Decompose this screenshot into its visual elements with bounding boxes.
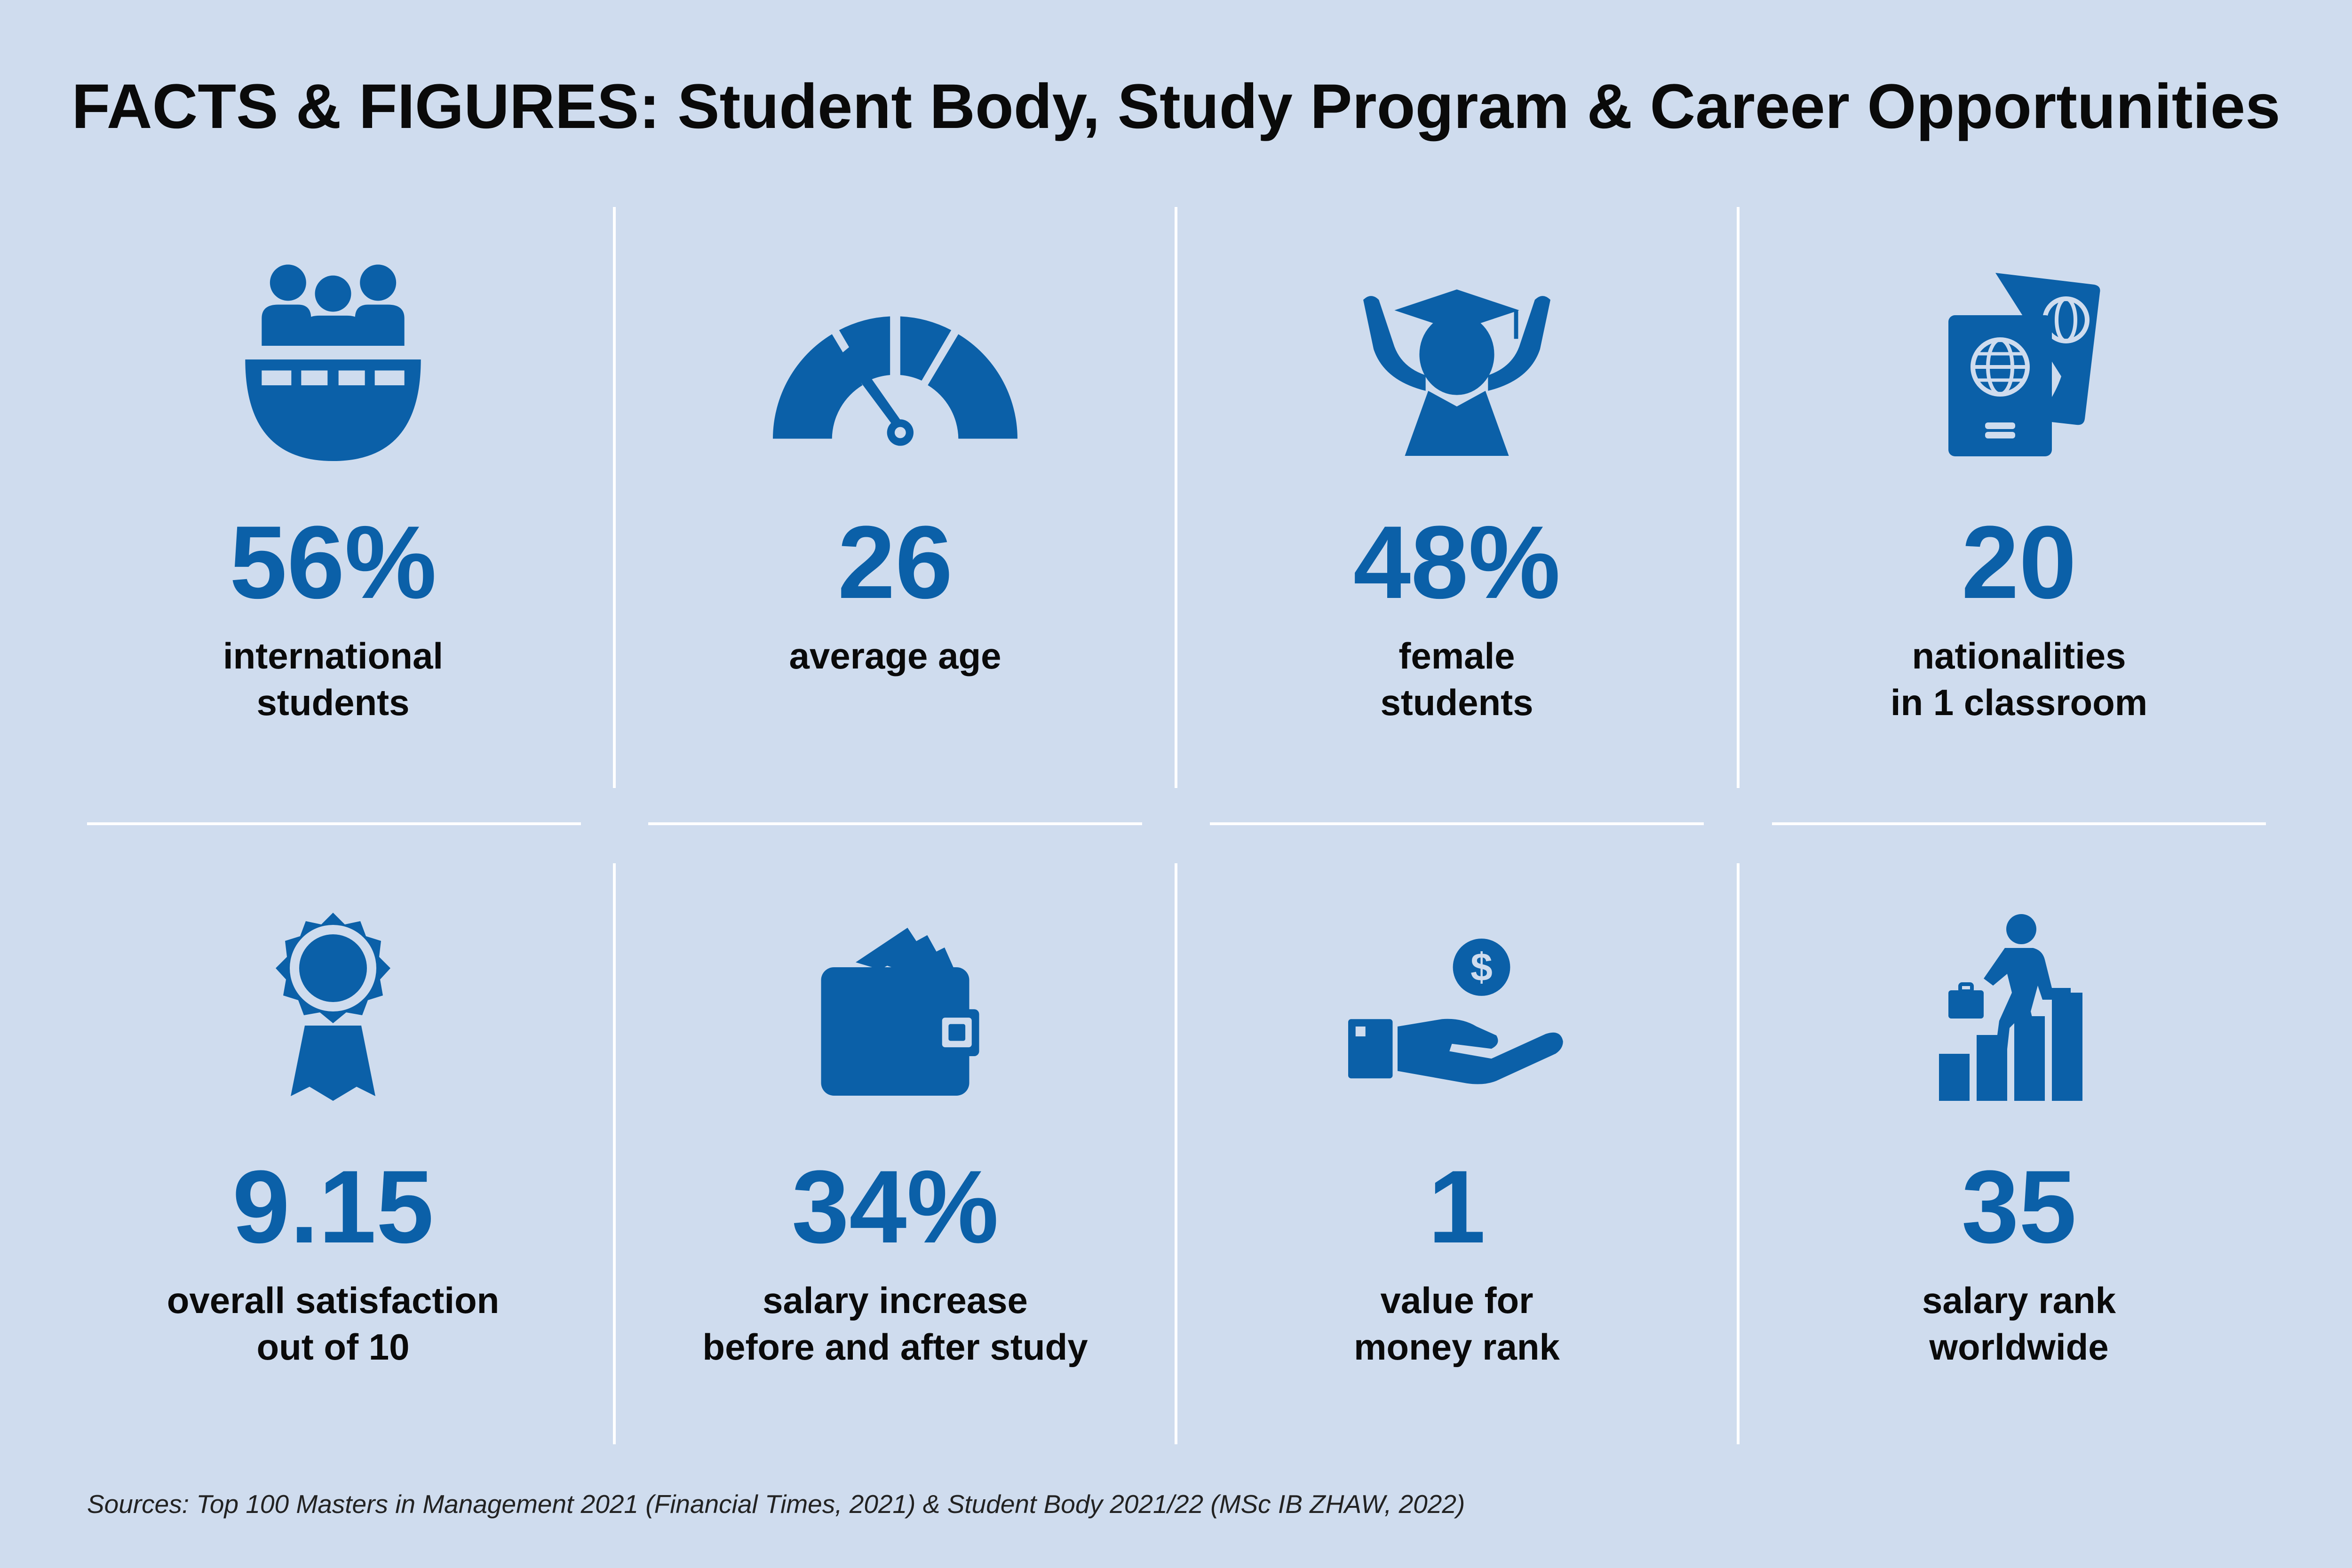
passport-icon (1739, 263, 2299, 461)
fact-value: 34% (791, 1149, 999, 1265)
fact-label: female students (1380, 635, 1534, 724)
award-badge-icon (53, 908, 613, 1106)
fact-label: value for money rank (1354, 1280, 1560, 1368)
fact-label: salary increase before and after study (702, 1280, 1088, 1368)
fact-value: 9.15 (232, 1149, 434, 1265)
divider-horizontal (1210, 822, 1704, 825)
fact-value: 56% (229, 504, 437, 620)
divider-horizontal (87, 822, 581, 825)
speedometer-icon (615, 263, 1175, 461)
career-steps-icon (1739, 908, 2299, 1106)
graduate-icon (1177, 263, 1737, 461)
fact-label: international students (222, 635, 444, 724)
fact-value: 35 (1961, 1149, 2077, 1265)
fact-value: 26 (837, 504, 953, 620)
fact-label: average age (789, 635, 1001, 677)
fact-label: nationalities in 1 classroom (1890, 635, 2148, 724)
wallet-icon (615, 908, 1175, 1106)
page-title: FACTS & FIGURES: Student Body, Study Program & Career Opportunities (72, 72, 2280, 142)
fact-value: 1 (1428, 1149, 1486, 1265)
hand-coin-icon (1177, 908, 1737, 1106)
fact-label: overall satisfaction out of 10 (167, 1280, 500, 1368)
divider-horizontal (648, 822, 1142, 825)
fact-value: 48% (1353, 504, 1561, 620)
people-globe-icon (53, 263, 613, 461)
sources-note: Sources: Top 100 Masters in Management 2021 (Financial Times, 2021) & Student Body 2021/22 (MSc IB ZHAW, 2022) (87, 1489, 1465, 1519)
svg-text:$: $ (1470, 945, 1493, 989)
divider-horizontal (1772, 822, 2266, 825)
fact-label: salary rank worldwide (1922, 1280, 2116, 1368)
fact-value: 20 (1961, 504, 2077, 620)
